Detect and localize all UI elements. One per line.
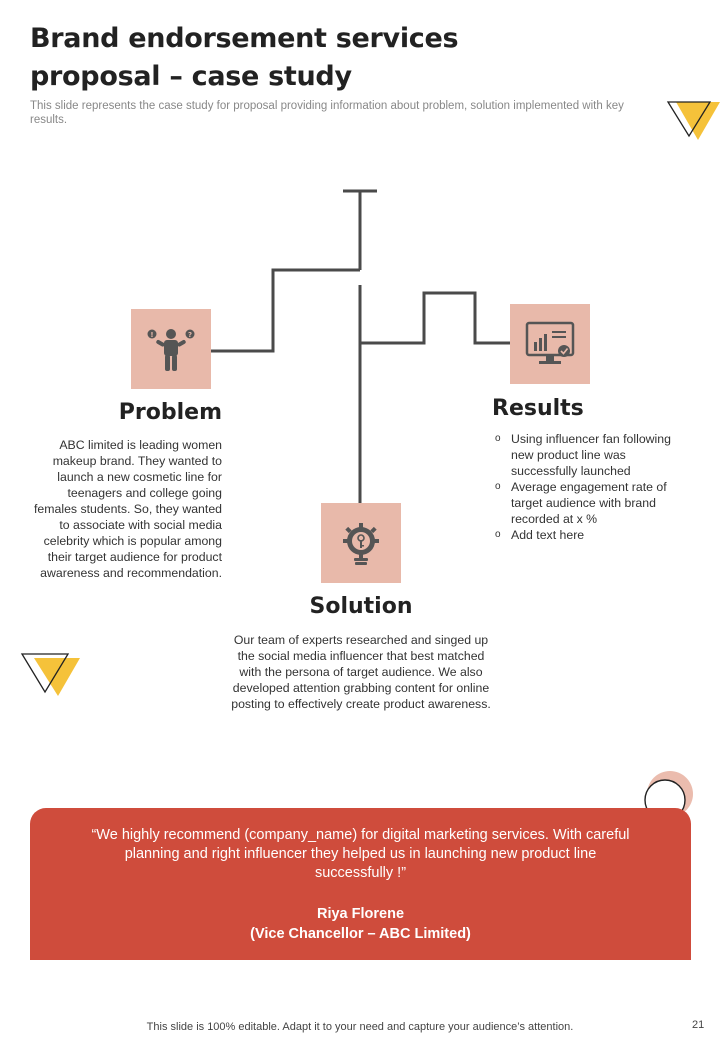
page-subtitle: This slide represents the case study for proposal providing information about problem, solution implemented with key results.	[30, 100, 624, 126]
solution-icon-box	[321, 503, 401, 583]
solution-heading: Solution	[309, 594, 413, 619]
testimonial-name: Riya Florene	[316, 906, 405, 922]
footer-note: This slide is 100% editable. Adapt it to your need and capture your audience’s attention.	[146, 1021, 574, 1033]
confused-person-icon	[146, 324, 196, 374]
problem-icon-box	[131, 309, 211, 389]
testimonial-role: (Vice Chancellor – ABC Limited)	[250, 926, 471, 942]
list-item: o Add text here	[493, 527, 683, 543]
analytics-monitor-icon	[524, 320, 576, 368]
svg-text:?: ?	[187, 331, 193, 339]
triangle-decoration-icon	[20, 652, 82, 698]
problem-text: ABC limited is leading women makeup brand. They wanted to launch a new cosmetic line for teenagers and college going females students. So, they wanted to associate with social media celebrity which is popular among their target audience for product awareness and recommendation.	[34, 438, 222, 580]
svg-text:!: !	[150, 331, 154, 339]
testimonial-box	[30, 808, 691, 960]
results-heading: Results	[492, 396, 584, 421]
problem-heading: Problem	[118, 400, 222, 425]
page-number: 21	[692, 1019, 705, 1031]
page-title: Brand endorsement services proposal – case study	[30, 23, 459, 92]
lightbulb-gear-icon	[338, 520, 384, 566]
results-icon-box	[510, 304, 590, 384]
solution-text: Our team of experts researched and singed up the social media influencer that best matched with the persona of target audience. We also developed attention grabbing content for online posting to effectively create product awareness.	[231, 633, 491, 711]
testimonial-quote: “We highly recommend (company_name) for digital marketing services. With careful planning and right influencer they helped us in launching new product line successfully !”	[91, 827, 630, 881]
testimonial-author	[90, 904, 631, 944]
list-item: o Using influencer fan following new product line was successfully launched	[493, 431, 683, 479]
list-item: o Average engagement rate of target audience with brand recorded at x %	[493, 479, 683, 527]
results-list	[493, 431, 683, 543]
